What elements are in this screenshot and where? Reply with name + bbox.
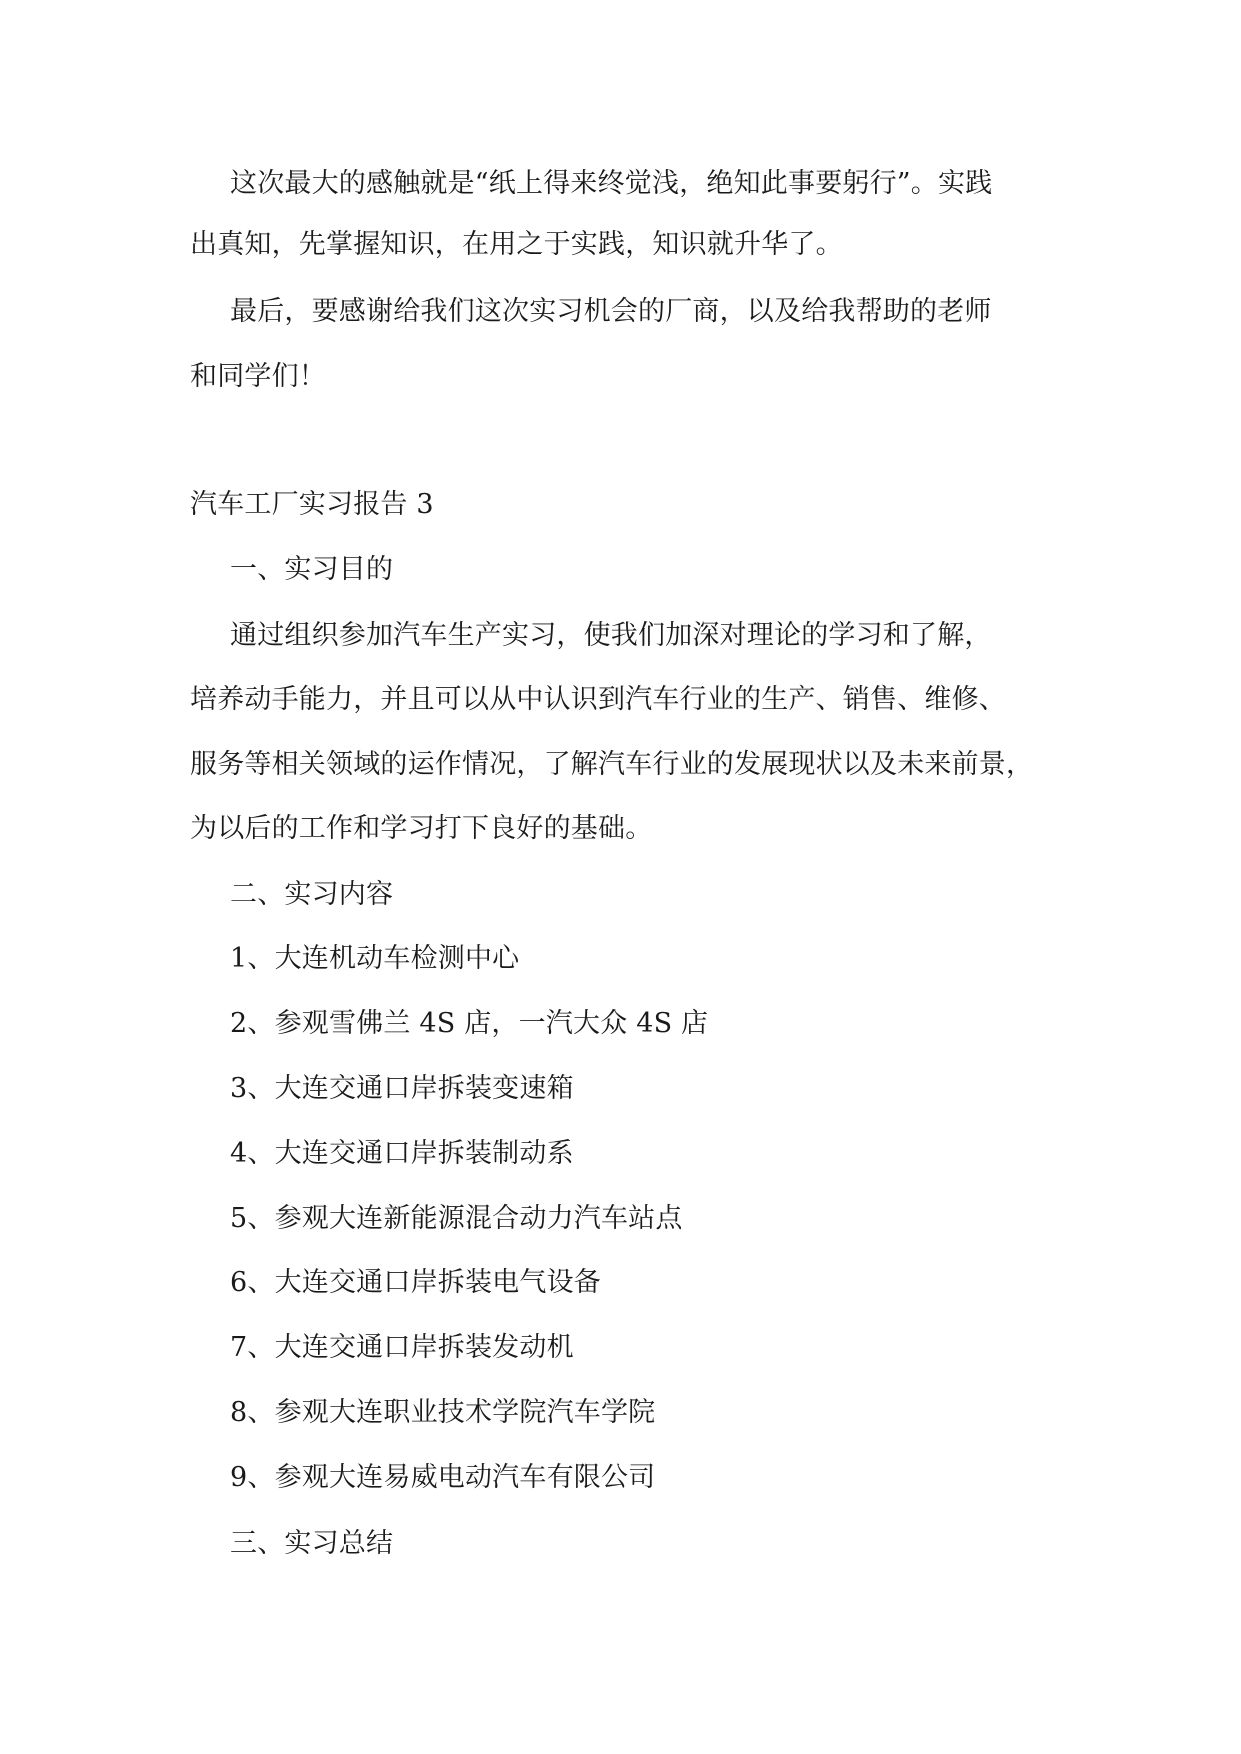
list-item: 8、参观大连职业技术学院汽车学院	[230, 1397, 656, 1428]
list-item: 3、大连交通口岸拆装变速箱	[230, 1073, 574, 1104]
section-1-line-4: 为以后的工作和学习打下良好的基础。	[190, 813, 653, 844]
paragraph-1-line-2: 出真知，先掌握知识，在用之于实践，知识就升华了。	[190, 229, 843, 260]
list-item: 1、大连机动车检测中心	[230, 943, 520, 974]
paragraph-1-line-1: 这次最大的感触就是“纸上得来终觉浅，绝知此事要躬行”。实践	[230, 168, 993, 199]
report-title: 汽车工厂实习报告 3	[190, 489, 434, 520]
section-1-line-1: 通过组织参加汽车生产实习，使我们加深对理论的学习和了解，	[230, 620, 992, 651]
section-3-heading: 三、实习总结	[230, 1528, 394, 1559]
section-1-line-3: 服务等相关领域的运作情况，了解汽车行业的发展现状以及未来前景，	[190, 749, 1034, 780]
list-item: 9、参观大连易威电动汽车有限公司	[230, 1462, 656, 1493]
list-item: 2、参观雪佛兰 4S 店，一汽大众 4S 店	[230, 1008, 709, 1039]
list-item: 6、大连交通口岸拆装电气设备	[230, 1267, 601, 1298]
paragraph-2-line-2: 和同学们！	[190, 361, 326, 392]
list-item: 4、大连交通口岸拆装制动系	[230, 1138, 574, 1169]
section-2-heading: 二、实习内容	[230, 879, 394, 910]
list-item: 7、大连交通口岸拆装发动机	[230, 1332, 574, 1363]
section-1-heading: 一、实习目的	[230, 554, 394, 585]
paragraph-2-line-1: 最后，要感谢给我们这次实习机会的厂商，以及给我帮助的老师	[230, 296, 992, 327]
list-item: 5、参观大连新能源混合动力汽车站点	[230, 1203, 683, 1234]
section-1-line-2: 培养动手能力，并且可以从中认识到汽车行业的生产、销售、维修、	[190, 684, 1006, 715]
